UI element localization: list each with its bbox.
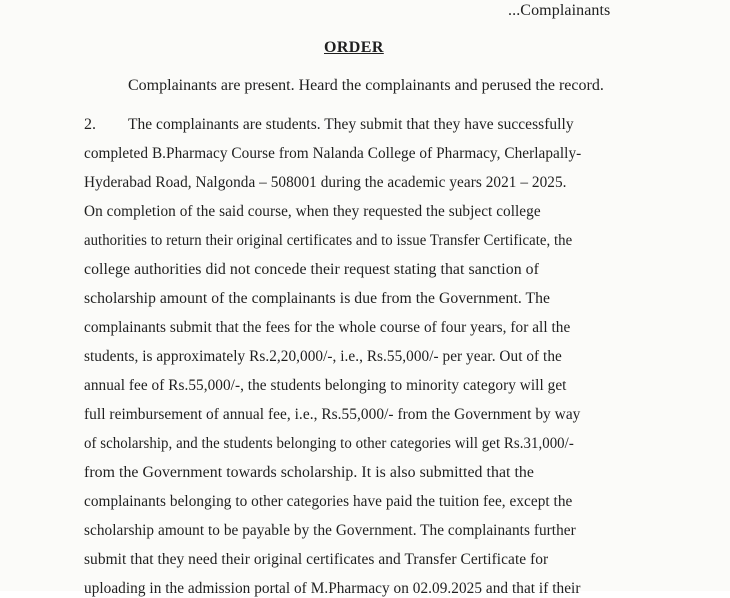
paragraph-line: authorities to return their original certificates and to issue Transfer Certificate, the (84, 232, 573, 249)
paragraph-line: scholarship amount of the complainants is due from the Government. The (84, 290, 551, 307)
paragraph-line: from the Government towards scholarship. It is also submitted that the (84, 464, 534, 481)
paragraph-line: complainants belonging to other categories have paid the tuition fee, except the (84, 493, 573, 510)
paragraph-line: annual fee of Rs.55,000/-, the students belonging to minority category will get (84, 377, 567, 394)
paragraph-line: college authorities did not concede their request stating that sanction of (84, 261, 539, 278)
paragraph-line: completed B.Pharmacy Course from Nalanda College of Pharmacy, Cherlapally- (84, 145, 582, 162)
complainants-label: ...Complainants (508, 2, 611, 19)
paragraph-line: The complainants are students. They submit that they have successfully (128, 116, 574, 133)
paragraph-line: scholarship amount to be payable by the Government. The complainants further (84, 522, 576, 539)
paragraph-line: complainants submit that the fees for the whole course of four years, for all the (84, 319, 571, 336)
paragraph-line: full reimbursement of annual fee, i.e., Rs.55,000/- from the Government by way (84, 406, 581, 423)
paragraph-line: submit that they need their original certificates and Transfer Certificate for (84, 551, 549, 568)
paragraph-line: uploading in the admission portal of M.Pharmacy on 02.09.2025 and that if their (84, 580, 581, 597)
paragraph-line: On completion of the said course, when they requested the subject college (84, 203, 541, 220)
order-title: ORDER (324, 39, 384, 56)
paragraph-number: 2. (84, 116, 96, 133)
intro-sentence: Complainants are present. Heard the complainants and perused the record. (128, 77, 604, 94)
paragraph-line: students, is approximately Rs.2,20,000/-, i.e., Rs.55,000/- per year. Out of the (84, 348, 562, 365)
paragraph-line: of scholarship, and the students belonging to other categories will get Rs.31,000/- (84, 435, 574, 452)
paragraph-line: Hyderabad Road, Nalgonda – 508001 during the academic years 2021 – 2025. (84, 174, 567, 191)
